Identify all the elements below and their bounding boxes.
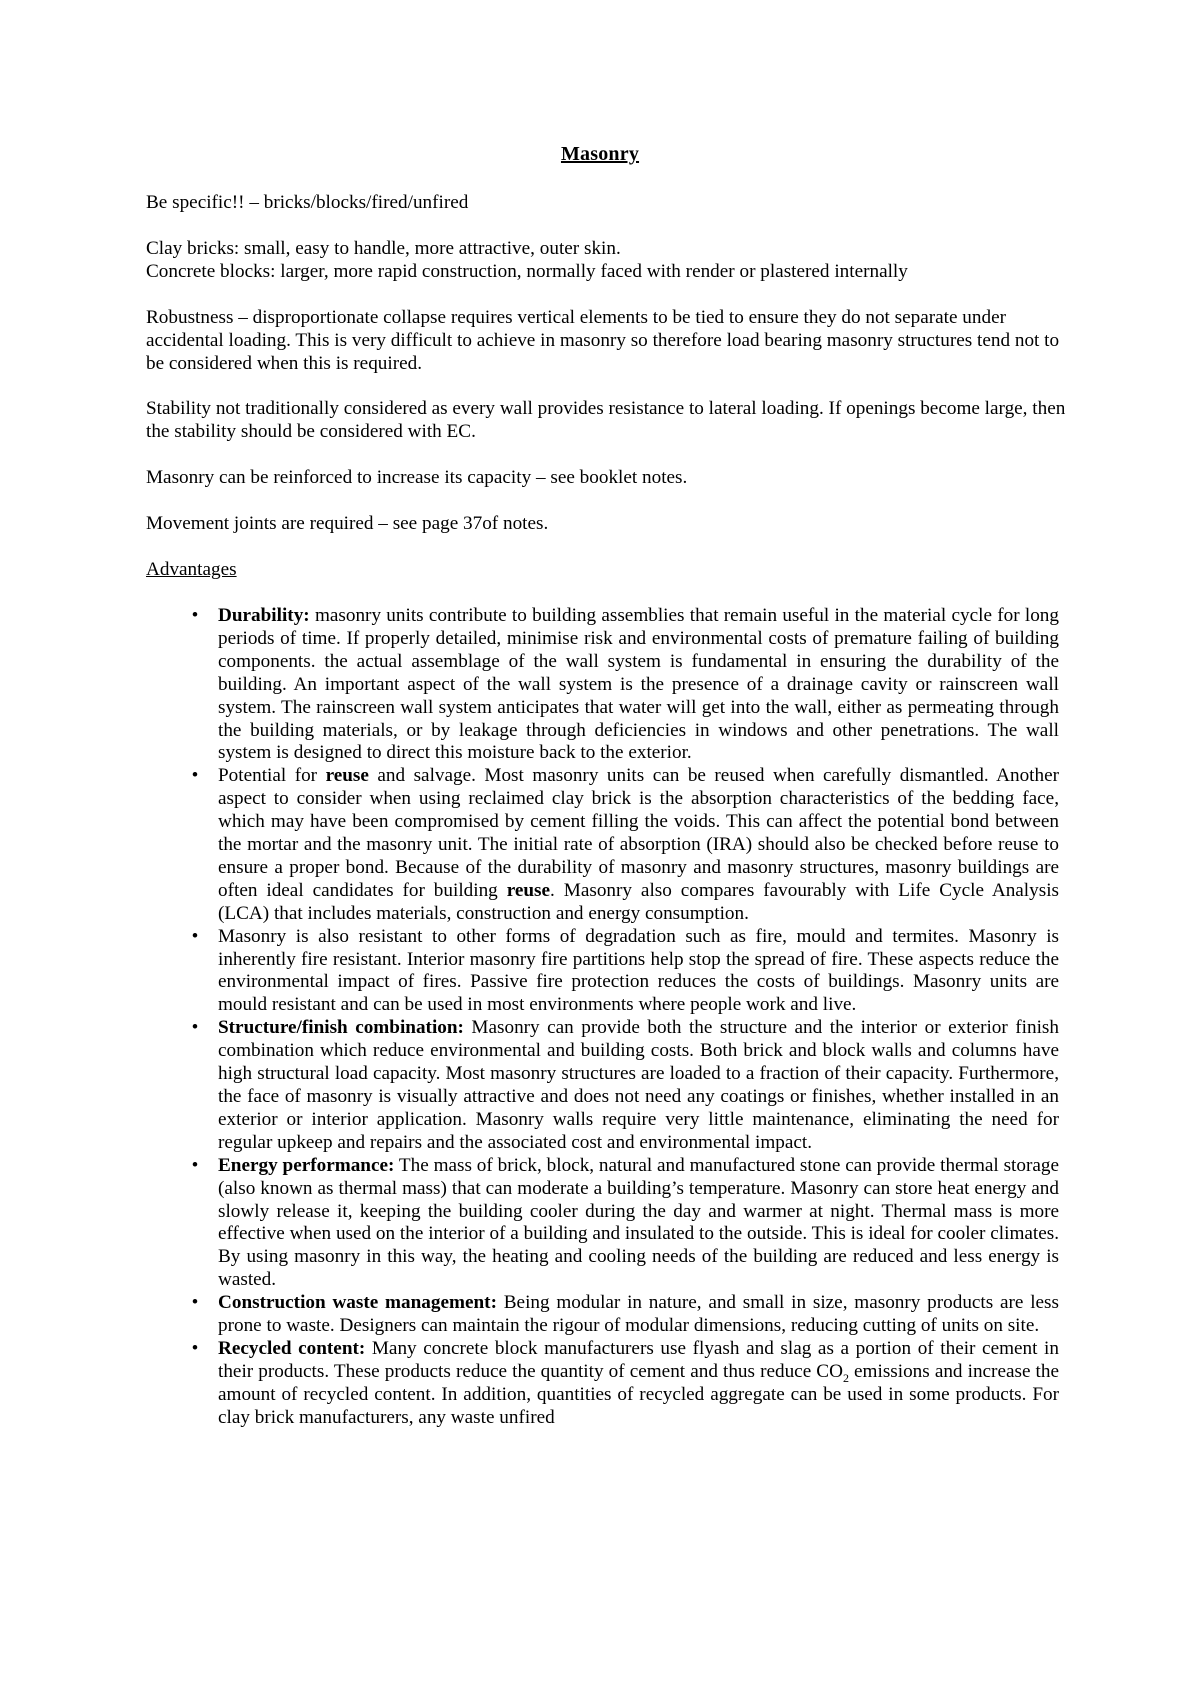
paragraph-concrete-blocks: Concrete blocks: larger, more rapid construction, normally faced with render or plastered internally [146, 260, 908, 282]
page-title: Masonry [560, 143, 640, 165]
list-item-durability [146, 605, 1059, 765]
list-item-structure-finish [146, 1017, 1059, 1154]
item-lead: Construction waste management: [218, 1292, 497, 1314]
list-item-energy-performance [146, 1155, 1059, 1292]
paragraph-movement-joints: Movement joints are required – see page 37of notes. [146, 513, 549, 535]
bullet-icon: • [191, 1292, 199, 1314]
paragraph-clay-bricks: Clay bricks: small, easy to handle, more attractive, outer skin. [146, 237, 621, 259]
bullet-icon: • [191, 604, 199, 626]
item-text: Masonry can provide both the structure and the interior or exterior finish combination which reduce environmental and building costs. Both brick and block walls and columns have high structural load capacity. Most masonry structures are loaded to a fraction of their capacity. Furthermore, the face of masonry is visually attractive and does not need any coatings or finishes, whether installed in an exterior or interior application. Masonry walls require very little maintenance, eliminating the need for regular upkeep and repairs and the associated cost and environmental impact. [218, 1017, 1059, 1153]
item-lead: Recycled content: [218, 1337, 366, 1359]
item-subscript: 2 [842, 1370, 849, 1385]
bullet-icon: • [191, 925, 199, 947]
item-bold-reuse: reuse [325, 765, 369, 787]
item-bold-reuse-2: reuse [506, 879, 551, 901]
bullet-icon: • [191, 1154, 199, 1176]
paragraph-stability: Stability not traditionally considered as every wall provides resistance to lateral loading. If openings become large, then the stability should be considered with EC. [146, 398, 1066, 443]
item-text-pre: Many concrete block manufacturers use flyash and slag as a portion of their cement in their products. These products reduce the quantity of cement and thus reduce CO [218, 1337, 1059, 1382]
bullet-icon: • [191, 765, 199, 787]
item-text-post: emissions and increase the amount of recycled content. In addition, quantities of recycled aggregate can be used in some products. For clay brick manufacturers, any waste unfired [218, 1360, 1059, 1428]
item-lead: Energy performance: [218, 1154, 395, 1176]
item-text: Masonry is also resistant to other forms of degradation such as fire, mould and termites. Masonry is inherently fire resistant. Interior masonry fire partitions help stop the spread of fire. These aspects reduce the environmental impact of fires. Passive fire protection reduces the costs of buildings. Masonry units are mould resistant and can be used in most environments where people work and live. [218, 925, 1059, 1016]
item-text: The mass of brick, block, natural and manufactured stone can provide thermal storage (also known as thermal mass) that can moderate a building’s temperature. Masonry can store heat energy and slowly release it, keeping the building cooler during the day and warmer at night. Thermal mass is more effective when used on the interior of a building and insulated to the outside. This is ideal for cooler climates. By using masonry in this way, the heating and cooling needs of the building are reduced and less energy is wasted. [218, 1154, 1059, 1291]
advantages-list [146, 605, 1066, 1430]
bullet-icon: • [191, 1337, 199, 1359]
bullet-icon: • [191, 1017, 199, 1039]
item-text-mid: and salvage. Most masonry units can be reused when carefully dismantled. Another aspect to consider when using reclaimed clay brick is the absorption characteristics of the bedding face, which may have been compromised by cement filling the voids. This can affect the potential bond between the mortar and the masonry unit. The initial rate of absorption (IRA) should also be checked before reuse to ensure a proper bond. Because of the durability of masonry and masonry structures, masonry buildings are often ideal candidates for building [218, 765, 1059, 901]
list-item-degradation [146, 926, 1059, 1018]
paragraph-robustness: Robustness – disproportionate collapse requires vertical elements to be tied to ensure they do not separate under accidental loading. This is very difficult to achieve in masonry so therefore load bearing masonry structures tend not to be considered when this is required. [146, 306, 1060, 374]
item-lead: Durability: [218, 604, 310, 626]
item-text-pre: Potential for [218, 765, 326, 787]
list-item-waste-management [146, 1292, 1059, 1338]
item-text: Being modular in nature, and small in size, masonry products are less prone to waste. Designers can maintain the rigour of modular dimensions, reducing cutting of units on site. [218, 1292, 1059, 1337]
list-item-recycled-content [146, 1338, 1059, 1430]
item-text-post: . Masonry also compares favourably with Life Cycle Analysis (LCA) that includes materials, construction and energy consumption. [218, 879, 1059, 924]
document-body [146, 192, 1066, 1430]
paragraph-be-specific: Be specific!! – bricks/blocks/fired/unfired [146, 192, 469, 213]
item-lead: Structure/finish combination: [218, 1017, 464, 1039]
item-text: masonry units contribute to building assemblies that remain useful in the material cycle for long periods of time. If properly detailed, minimise risk and environmental costs of premature failing of building components. the actual assemblage of the wall system is fundamental in ensuring the durability of the building. An important aspect of the wall system is the presence of a drainage cavity or rainscreen wall system. The rainscreen wall system anticipates that water will get into the wall, either as permeating through the building materials, or by leakage through deficiencies in windows and other penetrations. The wall system is designed to direct this moisture back to the exterior. [218, 604, 1059, 764]
list-item-reuse [146, 765, 1059, 925]
paragraph-reinforced: Masonry can be reinforced to increase its capacity – see booklet notes. [146, 467, 688, 489]
advantages-heading: Advantages [146, 559, 237, 581]
